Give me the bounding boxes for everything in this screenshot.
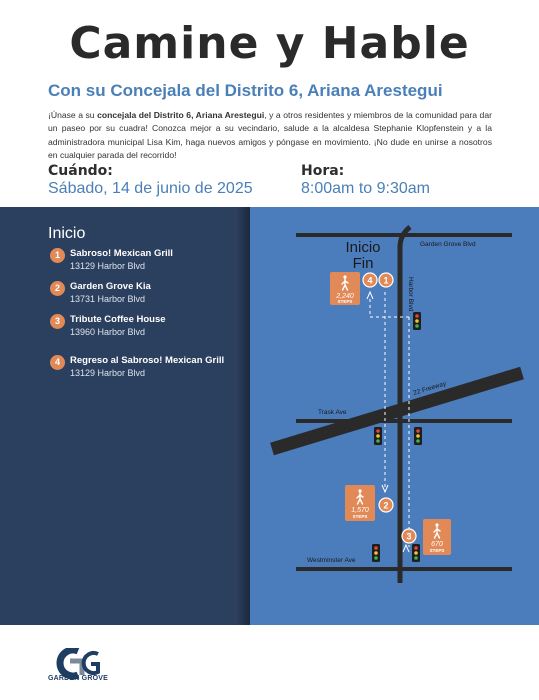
steps-badge xyxy=(423,519,451,555)
page-title: Camine y Hable xyxy=(69,18,470,69)
traffic-light-icon xyxy=(372,544,380,562)
steps-unit: STEPS xyxy=(429,548,445,553)
steps-value: 670 xyxy=(431,541,443,548)
logo-text: GARDEN GROVE xyxy=(48,675,108,682)
stop-name: Tribute Coffee House xyxy=(70,314,166,325)
intro-paragraph xyxy=(48,109,492,162)
intro-post: , y a otros residentes y miembros de la comunidad para dar un paseo por su cuadra! Conozca mejor a su vecindario, salude a la alcaldesa Stephanie Klopfenstein y a la administradora municipal Lisa Kim, haga nuevos amigos y póngase en movimiento. ¡No dude en unirse a nosotros en cualquier parada del recorrido! xyxy=(48,110,492,160)
stop-address: 13129 Harbor Blvd xyxy=(70,368,146,378)
trask-ave-road xyxy=(296,419,512,423)
stop-address: 13731 Harbor Blvd xyxy=(70,294,146,304)
stops-heading: Inicio xyxy=(48,225,86,242)
map-marker-number: 3 xyxy=(406,531,412,542)
steps-unit: STEPS xyxy=(337,299,353,304)
map-marker xyxy=(363,273,377,287)
map-marker-number: 4 xyxy=(367,275,373,286)
freeway-road xyxy=(272,373,522,449)
street-label-trask: Trask Ave xyxy=(318,409,347,416)
map-marker-number: 2 xyxy=(383,500,389,511)
traffic-light-icon xyxy=(412,544,420,562)
route-map xyxy=(250,207,539,625)
intro-bold: concejala del Distrito 6, Ariana Arestegui xyxy=(97,110,265,120)
westminster-ave-road xyxy=(296,567,512,571)
map-end-label: Fin xyxy=(352,255,374,272)
stop-number-badge: 3 xyxy=(50,314,65,329)
map-start-label: Inicio xyxy=(345,239,381,256)
route-arrow-up xyxy=(367,292,373,299)
street-label-westminster: Westminster Ave xyxy=(307,557,356,564)
stop-number-badge: 1 xyxy=(50,248,65,263)
steps-value: 1,570 xyxy=(351,507,369,514)
garden-grove-logo-icon xyxy=(48,648,108,688)
when-label: Cuándo: xyxy=(48,163,113,179)
map-marker xyxy=(379,498,393,512)
intro-pre: ¡Únase a su xyxy=(48,110,98,120)
street-label-garden-grove: Garden Grove Blvd xyxy=(420,241,476,248)
street-label-freeway: 22 Freeway xyxy=(412,380,448,397)
when-value: Sábado, 14 de junio de 2025 xyxy=(48,180,253,197)
stop-address: 13960 Harbor Blvd xyxy=(70,327,146,337)
steps-badge xyxy=(345,485,375,521)
traffic-light-icon xyxy=(374,427,382,445)
time-label: Hora: xyxy=(301,163,345,179)
map-marker xyxy=(402,529,416,543)
stop-number-badge: 4 xyxy=(50,355,65,370)
stop-address: 13129 Harbor Blvd xyxy=(70,261,146,271)
stop-name: Sabroso! Mexican Grill xyxy=(70,248,173,259)
steps-unit: STEPS xyxy=(352,514,368,519)
page-subtitle: Con su Concejala del Distrito 6, Ariana Arestegui xyxy=(48,81,443,100)
traffic-light-icon xyxy=(414,427,422,445)
steps-badge xyxy=(330,272,360,305)
street-label-harbor: Harbor Blvd xyxy=(407,277,414,312)
map-marker-number: 1 xyxy=(383,275,389,286)
map-marker xyxy=(379,273,393,287)
stop-name: Regreso al Sabroso! Mexican Grill xyxy=(70,355,225,366)
steps-value: 2,240 xyxy=(336,293,354,300)
stop-number-badge: 2 xyxy=(50,281,65,296)
route-arrow-up xyxy=(403,545,409,552)
panel-shadow xyxy=(236,207,250,625)
time-value: 8:00am to 9:30am xyxy=(301,180,430,197)
traffic-light-icon xyxy=(413,312,421,330)
stop-name: Garden Grove Kia xyxy=(70,281,151,292)
